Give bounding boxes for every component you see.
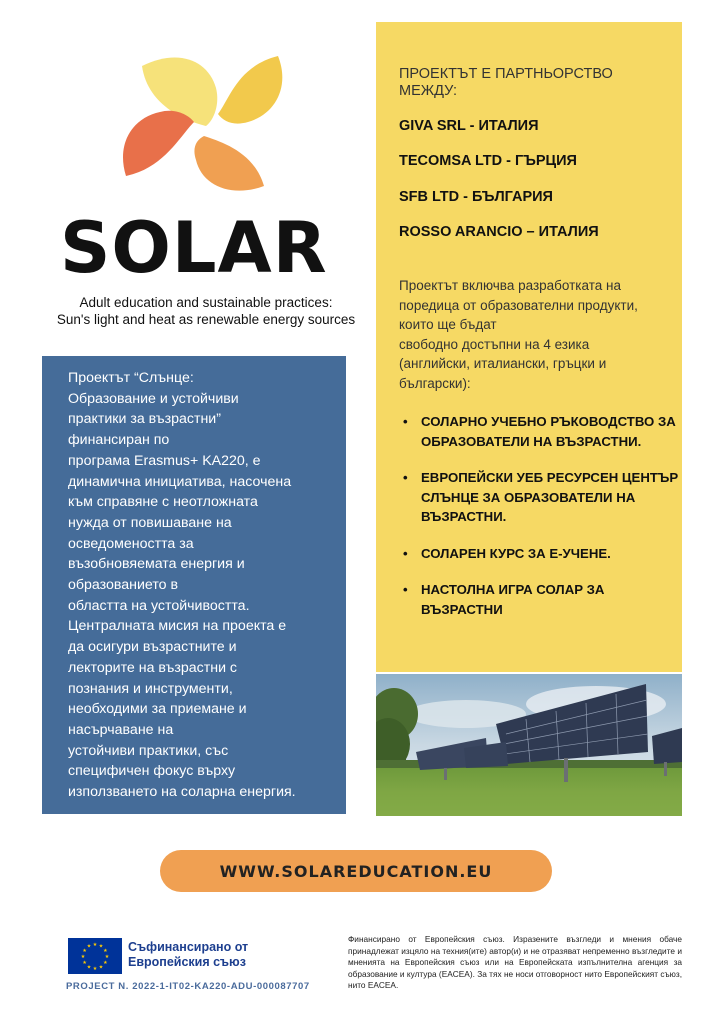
svg-text:★: ★	[80, 954, 86, 960]
product-item	[399, 580, 679, 619]
svg-text:★: ★	[86, 943, 92, 950]
svg-text:★: ★	[103, 960, 108, 966]
svg-text:★: ★	[98, 964, 104, 971]
product-label: ЕВРОПЕЙСКИ УЕБ РЕСУРСЕН ЦЕНТЪР СЛЪНЦЕ ЗА ОБРАЗОВАТЕЛИ НА ВЪЗРАСТНИ.	[421, 470, 679, 524]
product-label: НАСТОЛНА ИГРА СОЛАР ЗА ВЪЗРАСТНИ	[421, 582, 605, 617]
solar-wordmark: SOLAR	[60, 207, 328, 289]
solar-logo-icon	[118, 26, 288, 196]
svg-text:★: ★	[86, 964, 92, 971]
product-label: СОЛАРЕН КУРС ЗА Е-УЧЕНЕ.	[421, 545, 611, 561]
eu-flag-icon	[68, 938, 122, 974]
tagline-line-2: Sun's light and heat as renewable energy sources	[56, 312, 356, 327]
bullet: •	[403, 414, 408, 429]
project-number: PROJECT N. 2022-1-IT02-KA220-ADU-000087707	[66, 981, 310, 992]
partners-heading: ПРОЕКТЪТ Е ПАРТНЬОРСТВО МЕЖДУ:	[399, 66, 613, 99]
products-list	[399, 412, 679, 636]
website-url: WWW.SOLAREDUCATION.EU	[219, 861, 493, 881]
project-description: Проектът “Слънце: Образование и устойчиви практики за възрастни” финансиран по програма Erasmus+ KA220, е динамична инициатива, насочена към справяне с неотложната нужда от повишаване на осведомеността за възобновяемата енергия и образованието в областта на устойчивостта. Централната мисия на проекта е да осигури възрастните и лекторите на възрастни с познания и инструменти, необходими за приемане и насърчаване на устойчиви практики, със специфичен фокус върху използването на соларна енергия.	[68, 370, 296, 801]
products-intro: Проектът включва разработката на поредица от образователни продукти, които ще бъдат свободно достъпни на 4 езика (английски, италиански, гръцки и български):	[399, 278, 638, 391]
product-item	[399, 468, 679, 527]
svg-text:★: ★	[98, 943, 104, 950]
svg-text:★: ★	[82, 960, 87, 966]
partner-item: TECOMSA LTD - ГЪРЦИЯ	[399, 153, 577, 169]
svg-text:★: ★	[82, 948, 87, 954]
solar-panels-photo	[376, 674, 682, 816]
partner-item: ROSSO ARANCIO – ИТАЛИЯ	[399, 224, 599, 240]
svg-text:★: ★	[103, 948, 108, 954]
bullet: •	[403, 470, 408, 485]
tagline	[38, 294, 374, 328]
svg-text:★: ★	[92, 942, 98, 948]
eu-cofunded-label: Съфинансирано от Европейския съюз	[128, 940, 249, 969]
product-item	[399, 544, 679, 564]
website-link[interactable]	[160, 850, 552, 892]
partner-item: SFB LTD - БЪЛГАРИЯ	[399, 189, 553, 205]
product-item	[399, 412, 679, 451]
bullet: •	[403, 582, 408, 597]
product-label: СОЛАРНО УЧЕБНО РЪКОВОДСТВО ЗА ОБРАЗОВАТЕЛИ НА ВЪЗРАСТНИ.	[421, 414, 676, 449]
disclaimer-text: Финансирано от Европейския съюз. Изразените възгледи и мнения обаче принадлежат изцяло на техния(ите) автор(и) и не отразяват непременно възгледите и мненията на Европейския съюз или на Европейската изпълнителна агенция за образование и култура (EACEA). За тях не носи отговорност нито Европейският съюз, нито EACEA.	[348, 934, 682, 990]
bullet: •	[403, 545, 408, 561]
svg-text:★: ★	[92, 966, 98, 972]
partner-item: GIVA SRL - ИТАЛИЯ	[399, 118, 539, 134]
svg-text:★: ★	[104, 954, 110, 960]
tagline-line-1: Adult education and sustainable practices:	[79, 295, 333, 310]
